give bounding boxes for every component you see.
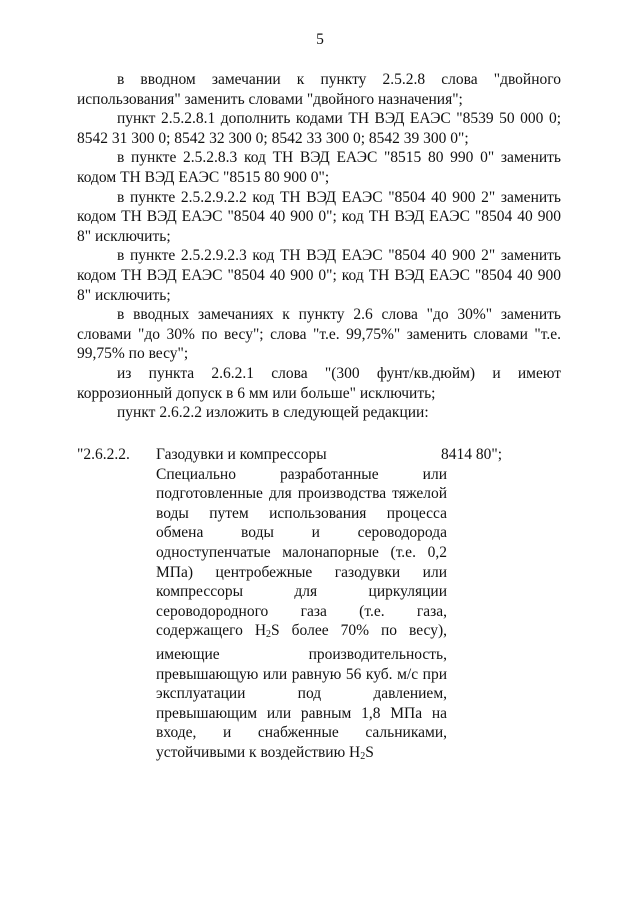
hs-code: 8414 80";	[441, 446, 503, 463]
paragraph: пункт 2.6.2.2 изложить в следующей редакции:	[117, 404, 429, 422]
paragraph: из пункта 2.6.2.1 слова "(300 фунт/кв.дюйм) и имеют коррозионный допуск в 6 мм или больше" исключить;	[77, 364, 561, 402]
entry-title: Газодувки и компрессоры	[156, 446, 327, 463]
entry-description	[156, 465, 447, 767]
entry-body	[156, 445, 447, 767]
description-text: S	[365, 743, 374, 761]
paragraph: пункт 2.5.2.8.1 дополнить кодами ТН ВЭД ЕАЭС "8539 50 000 0; 8542 31 300 0; 8542 32 300 0; 8542 33 300 0; 8542 39 300 0";	[77, 110, 561, 147]
paragraph: в пункте 2.5.2.9.2.3 код ТН ВЭД ЕАЭС "8504 40 900 2" заменить кодом ТН ВЭД ЕАЭС "8504 40 900 0"; код ТН ВЭД ЕАЭС "8504 40 900 8" исключить;	[77, 247, 561, 304]
amendment-text	[77, 70, 561, 423]
description-text: S более 70% по весу), имеющие производительность, превышающую или равную 56 куб. м/с при эксплуатации под давлением, превышающим или равным 1,8 МПа на входе, и снабженные сальниками, устойчивыми к воздействию H	[156, 622, 447, 761]
subscript: 2	[266, 629, 272, 641]
paragraph: в вводном замечании к пункту 2.5.2.8 слова "двойного использования" заменить словами "двойного назначения";	[77, 71, 561, 108]
paragraph: в пункте 2.5.2.9.2.2 код ТН ВЭД ЕАЭС "8504 40 900 2" заменить кодом ТН ВЭД ЕАЭС "8504 40 900 0"; код ТН ВЭД ЕАЭС "8504 40 900 8" исключить;	[77, 188, 561, 245]
entry-code: "2.6.2.2.	[77, 446, 130, 463]
description-text: Специально разработанные или подготовленные для производства тяжелой воды путем использования процесса обмена воды и сероводорода одноступенчатые малонапорные (т.е. 0,2 МПа) центробежные газодувки или компрессоры для циркуляции сероводородного газа (т.е. газа, содержащего H	[156, 465, 447, 640]
page-number: 5	[316, 31, 324, 48]
paragraph: в вводных замечаниях к пункту 2.6 слова "до 30%" заменить словами "до 30% по весу"; слова "т.е. 99,75%" заменить словами "т.е. 99,75% по весу";	[77, 306, 561, 363]
subscript: 2	[360, 750, 366, 762]
paragraph: в пункте 2.5.2.8.3 код ТН ВЭД ЕАЭС "8515 80 990 0" заменить кодом ТН ВЭД ЕАЭС "8515 80 900 0";	[77, 149, 561, 186]
